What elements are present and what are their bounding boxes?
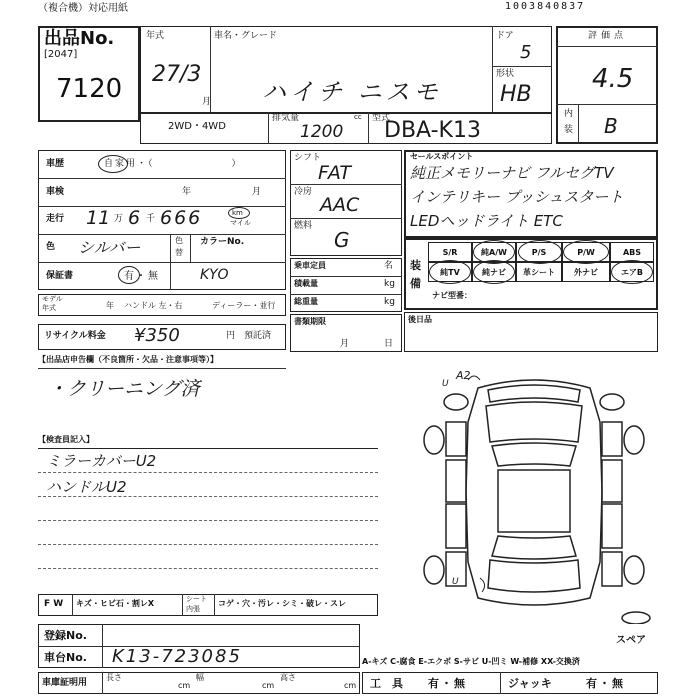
seller-notes-label: 【出品店申告欄（不良箇所・欠品・注意事項等）】 bbox=[38, 355, 218, 364]
cert-length: 長さ bbox=[106, 673, 122, 682]
shift-label: シフト bbox=[294, 153, 322, 163]
registration-label: 登録No. bbox=[44, 629, 87, 642]
chassis-value: K13-723085 bbox=[112, 646, 242, 667]
mileage-label: 走行 bbox=[46, 214, 65, 224]
fuel-value: G bbox=[334, 228, 350, 252]
equip-ps: P/S bbox=[516, 242, 562, 262]
model-year-label-1: モデル bbox=[42, 295, 63, 303]
doc-period-month-unit: 月 bbox=[340, 339, 350, 349]
sales-point-line1: 純正メモリーナビ フルセグTV bbox=[410, 164, 614, 182]
gross-label: 総重量 bbox=[294, 297, 318, 306]
mileage-thousands: 6 bbox=[128, 207, 141, 229]
model-type-value: DBA-K13 bbox=[384, 118, 481, 143]
inspector-notes-line2: ハンドルU2 bbox=[46, 478, 127, 496]
jack-label: ジャッキ bbox=[508, 677, 552, 690]
capacity-unit: 名 bbox=[384, 261, 394, 271]
tools-label: 工 具 bbox=[370, 677, 403, 690]
mileage-unit-km: km bbox=[232, 209, 243, 217]
spare-label: スペア bbox=[616, 635, 646, 646]
model-year-unit: 年 bbox=[106, 301, 114, 310]
recycle-label: リサイクル料金 bbox=[44, 331, 106, 341]
shape-label: 形状 bbox=[496, 69, 515, 79]
lot-number: 7120 bbox=[56, 74, 123, 104]
recycle-value: ¥350 bbox=[134, 325, 180, 346]
interior-label-bottom: 装 bbox=[564, 125, 574, 135]
inspector-notes-label: 【検査員記入】 bbox=[38, 435, 94, 444]
doc-period-label: 書類期限 bbox=[294, 317, 326, 326]
equip-navi: 純ナビ bbox=[472, 262, 516, 282]
cert-unit-3: cm bbox=[344, 681, 357, 690]
equip-tv: 純TV bbox=[428, 262, 472, 282]
score-label: 評価点 bbox=[588, 31, 628, 41]
equipment-label-2: 備 bbox=[410, 277, 421, 290]
color-label: 色 bbox=[46, 242, 56, 252]
displacement-label: 排気量 bbox=[272, 113, 300, 123]
equip-aw: 純A/W bbox=[472, 242, 516, 262]
color-no-value: KYO bbox=[200, 267, 229, 283]
car-name-label: 車名・グレード bbox=[214, 31, 278, 41]
cert-label: 車庫証明用 bbox=[42, 678, 88, 688]
recycle-unit: 円 bbox=[226, 331, 236, 341]
gross-unit: kg bbox=[384, 297, 395, 307]
lot-header: 出品No. bbox=[44, 28, 115, 49]
model-type-label: 型式 bbox=[372, 113, 391, 123]
car-name-value: ハイチ ニスモ bbox=[262, 78, 442, 106]
mileage-unit-mile: マイル bbox=[230, 219, 251, 227]
door-label: ドア bbox=[496, 31, 514, 41]
cert-unit-1: cm bbox=[178, 681, 191, 690]
color-value: シルバー bbox=[78, 238, 141, 257]
inspection-month-unit: 月 bbox=[252, 187, 262, 197]
door-value: 5 bbox=[520, 42, 532, 63]
fw-text: キズ・ヒビ石・割レX bbox=[76, 599, 155, 608]
equip-abs: ABS bbox=[610, 242, 654, 262]
sales-point-line3: LEDヘッドライト ETC bbox=[410, 212, 563, 230]
shape-value: HB bbox=[500, 82, 532, 107]
history-options: 自家用・（ ） bbox=[104, 159, 243, 169]
car-damage-diagram bbox=[410, 362, 658, 624]
later-date-box bbox=[404, 312, 658, 352]
warranty-label: 保証書 bbox=[46, 271, 74, 281]
model-year-label-2: 年式 bbox=[42, 304, 56, 312]
later-date-label: 後日品 bbox=[408, 315, 432, 324]
diagram-mark-u: U bbox=[442, 379, 449, 389]
cert-height: 高さ bbox=[280, 673, 296, 682]
equip-ext-navi: 外ナビ bbox=[562, 262, 610, 282]
mileage-man-unit: 万 bbox=[114, 214, 124, 224]
equipment-label-1: 装 bbox=[410, 259, 421, 272]
chassis-label: 車台No. bbox=[44, 651, 87, 664]
interior-label-top: 内 bbox=[564, 109, 574, 119]
warranty-options: 有・無 bbox=[124, 271, 160, 282]
year-value: 27/3 bbox=[152, 62, 202, 87]
shift-value: FAT bbox=[318, 162, 352, 184]
inspection-year-unit: 年 bbox=[182, 187, 192, 197]
equip-airbag: エアB bbox=[610, 262, 654, 282]
displacement-value: 1200 bbox=[300, 122, 344, 142]
warranty-circle bbox=[118, 266, 140, 284]
inspection-label: 車検 bbox=[46, 187, 65, 197]
mileage-km-circle bbox=[228, 207, 250, 219]
color-no-label: カラーNo. bbox=[200, 237, 245, 247]
year-month-unit: 月 bbox=[202, 97, 212, 107]
load-unit: kg bbox=[384, 279, 395, 289]
sales-point-line2: インテリキー プッシュスタート bbox=[410, 188, 624, 206]
form-label: （複合機）対応用紙 bbox=[38, 3, 128, 14]
dealer-label: ディーラー・並行 bbox=[212, 301, 276, 310]
history-label: 車歴 bbox=[46, 159, 65, 169]
ac-value: AAC bbox=[320, 194, 360, 216]
load-label: 積載量 bbox=[294, 279, 318, 288]
cert-width: 幅 bbox=[196, 673, 204, 682]
history-circle bbox=[98, 155, 128, 173]
lot-code: [2047] bbox=[44, 49, 78, 60]
handle-label: ハンドル 左・右 bbox=[124, 301, 183, 310]
year-label: 年式 bbox=[146, 31, 165, 41]
top-number: 1003840837 bbox=[505, 1, 586, 12]
recycle-status: 預託済 bbox=[244, 331, 272, 341]
equip-pw: P/W bbox=[562, 242, 610, 262]
tools-options: 有・無 bbox=[428, 677, 467, 690]
equip-sr: S/R bbox=[428, 242, 472, 262]
diagram-mark-u-bottom: U bbox=[452, 577, 459, 587]
fw-text2: コゲ・穴・汚レ・シミ・破レ・スレ bbox=[218, 599, 346, 608]
mileage-rest: 666 bbox=[160, 207, 203, 229]
fw-sheet-1: シート bbox=[186, 595, 207, 603]
mileage-thousands-unit: 千 bbox=[146, 214, 156, 224]
equip-leather: 革シート bbox=[516, 262, 562, 282]
color-change-label-2: 替 bbox=[175, 248, 183, 257]
fw-label: F W bbox=[44, 599, 64, 609]
mileage-man: 11 bbox=[86, 207, 111, 229]
displacement-unit: cc bbox=[354, 113, 362, 121]
damage-legend: A-キズ C-腐食 E-エクボ S-サビ U-凹ミ W-補修 XX-交換済 bbox=[362, 657, 580, 666]
seller-notes-text: ・クリーニング済 bbox=[48, 378, 200, 400]
capacity-label: 乗車定員 bbox=[294, 261, 326, 270]
navi-model-label: ナビ型番： bbox=[432, 291, 472, 300]
sales-point-label: セールスポイント bbox=[410, 152, 474, 161]
fuel-label: 燃料 bbox=[294, 221, 313, 231]
cert-unit-2: cm bbox=[262, 681, 275, 690]
interior-value: B bbox=[604, 114, 618, 138]
score-value: 4.5 bbox=[592, 64, 634, 94]
color-change-label-1: 色 bbox=[175, 236, 183, 245]
diagram-mark-a2: A2 bbox=[456, 369, 471, 382]
jack-options: 有・無 bbox=[586, 677, 625, 690]
drive-label: 2WD・4WD bbox=[168, 121, 226, 132]
inspector-notes-line1: ミラーカバーU2 bbox=[46, 452, 157, 470]
fw-sheet-2: 内張 bbox=[186, 605, 200, 613]
doc-period-day-unit: 日 bbox=[384, 339, 394, 349]
ac-label: 冷房 bbox=[294, 187, 313, 197]
